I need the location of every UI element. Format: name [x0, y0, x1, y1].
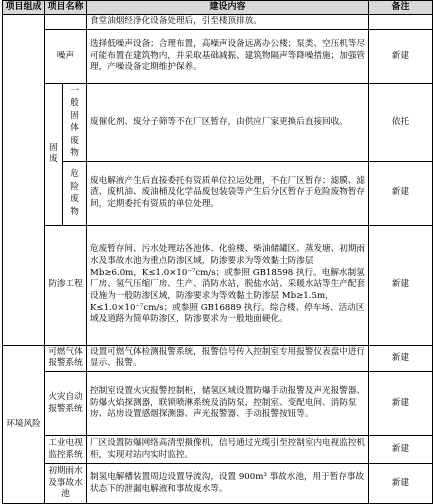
- noise-content: 选择低噪声设备；合理布置，高噪声设备远离办公楼；泵类、空压机等尽可能布置在建筑物内，并采取基础减振、建筑物隔声等降噪措施；加强管理，产噪设备定期维护保养。: [87, 30, 369, 84]
- rainwater-pool-name: 初期雨水及事故水池: [45, 464, 87, 504]
- header-category: 项目组成: [3, 1, 45, 15]
- table-row: [3, 372, 433, 436]
- table-row: [3, 464, 433, 504]
- gas-alarm-remark: 新建: [369, 345, 433, 371]
- table-row: [3, 15, 433, 30]
- table-row: [3, 30, 433, 84]
- header-name: 项目名称: [45, 1, 87, 15]
- hazardous-waste-content: 废电解液产生后直接委托有资质单位拉运处理，不在厂区暂存；滤膜、滤渣、废机油、废油桶及化学品废包装袋等产生后分区暂存于危险废物暂存间，定期委托有资质的单位处理。: [87, 161, 369, 225]
- cctv-name: 工业电视监控系统: [45, 436, 87, 464]
- rainwater-pool-remark: 新建: [369, 464, 433, 504]
- general-waste-name: 一般固体废物: [63, 84, 87, 162]
- remark-cell-empty: [369, 15, 433, 30]
- env-risk-category: 环境风险: [3, 345, 45, 503]
- seepage-remark: 新建: [369, 225, 433, 345]
- table-row: [3, 84, 433, 162]
- general-waste-content: 废催化剂、废分子筛等不在厂区暂存，由供应厂家更换后直接回收。: [87, 84, 369, 162]
- gas-alarm-name: 可燃气体报警系统: [45, 345, 87, 371]
- header-content: 建设内容: [87, 1, 369, 15]
- cctv-remark: 新建: [369, 436, 433, 464]
- cctv-content: 厂区设置防爆网络高清型摄像机，信号通过光缆引至控制室内电视监控机柜，实现对站内实时监控。: [87, 436, 369, 464]
- exhaust-content: 食堂油烟经净化设备处理后，引至楼顶排放。: [87, 15, 369, 30]
- fire-alarm-name: 火灾自动报警系统: [45, 372, 87, 436]
- name-cell-empty: [45, 15, 87, 30]
- noise-remark: 新建: [369, 30, 433, 84]
- gas-alarm-content: 设置可燃气体检测报警系统，报警信号传入控制室专用报警仪表盘中进行显示、报警。: [87, 345, 369, 371]
- seepage-content: 危废暂存间、污水处理站各池体、化验楼、柴油储罐区、蒸发塘、初期雨水及事故水池为重点防渗区域，防渗要求为等效黏土防渗层 Mb≥6.0m，K≤1.0×10⁻⁷cm/s；或参照 GB18598 执行。电解水制氢厂房、氢气压缩厂房、生产、消防水站，脱盐水站、采暖水站等生产配套设施为一般防渗区域，防渗要求为等效黏土防渗层 Mb≥1.5m，K≤1.0×10⁻⁷cm/s；或参照 GB16889 执行。综合楼、停车场、活动区域及道路为简单防渗区，防渗要求为一般地面硬化。: [87, 225, 369, 345]
- construction-content-table: [2, 0, 433, 504]
- table-header-row: [3, 1, 433, 15]
- fire-alarm-content: 控制室设置火灾报警控制柜，储氢区域设置防爆手动报警及声光报警器、防爆火焰探测器，联锁喷淋系统及消防泵，控制室、变配电间、消防泵房、站房设置感烟探测器、声光报警器、手动报警按钮等。: [87, 372, 369, 436]
- general-waste-remark: 依托: [369, 84, 433, 162]
- table-row: [3, 345, 433, 371]
- table-row: [3, 436, 433, 464]
- rainwater-pool-content: 制氢电解槽装置周边设置导流沟，设置 900m³ 事故水池，用于暂存事故状态下的泄漏电解液和事故废水等。: [87, 464, 369, 504]
- hazardous-waste-remark: 新建: [369, 161, 433, 225]
- table-row: [3, 225, 433, 345]
- header-remark: 备注: [369, 1, 433, 15]
- seepage-name: 防渗工程: [45, 225, 87, 345]
- hazardous-waste-name: 危险废物: [63, 161, 87, 225]
- fire-alarm-remark: 新建: [369, 372, 433, 436]
- table-row: [3, 161, 433, 225]
- noise-name: 噪声: [45, 30, 87, 84]
- category-cell-empty: [3, 15, 45, 346]
- solid-waste-category: 固废: [45, 84, 63, 226]
